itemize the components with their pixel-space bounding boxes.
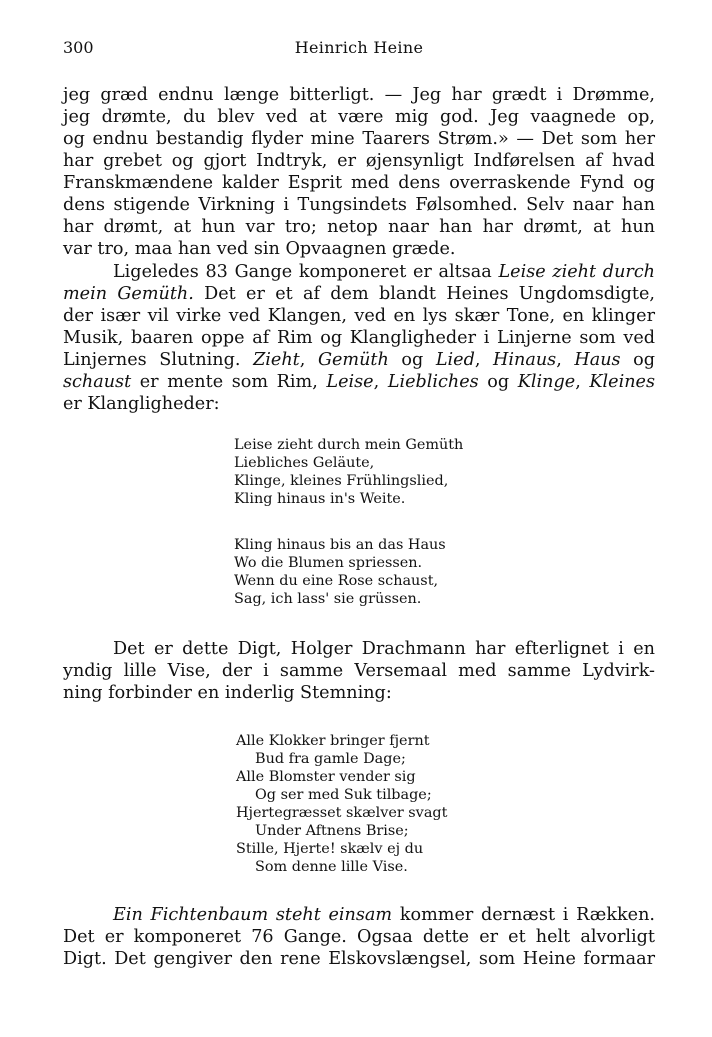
text-line: har drømt, at hun var tro; netop naar han har drømt, at hun <box>63 217 655 237</box>
poem-line: Leise zieht durch mein Gemüth <box>234 437 464 453</box>
text-run: Linjernes Slutning. <box>63 350 254 370</box>
italic-word: Gemüth <box>317 350 389 370</box>
italic-word: Kleines <box>589 372 655 392</box>
poem-line: Hjertegræsset skælver svagt <box>236 805 448 821</box>
text-run: er mente som Rim, <box>131 372 327 392</box>
italic-word: schaust <box>63 372 132 392</box>
poem-line: Stille, Hjerte! skælv ej du <box>236 841 424 857</box>
text-line: Det er komponeret 76 Gange. Ogsaa dette er et helt alvorligt <box>63 927 655 947</box>
poem-line: Klinge, kleines Frühlingslied, <box>234 473 449 489</box>
italic-word: Haus <box>574 350 621 370</box>
poem-line: Kling hinaus in's Weite. <box>234 491 406 507</box>
text-line: der især vil virke ved Klangen, ved en lys skær Tone, en klinger <box>63 306 655 326</box>
poem-line: Under Aftnens Brise; <box>255 823 409 839</box>
text-line: jeg græd endnu længe bitterligt. — Jeg har grædt i Drømme, <box>63 85 655 105</box>
italic-word: Lied <box>435 350 475 370</box>
poem-line: Sag, ich lass' sie grüssen. <box>234 591 422 607</box>
text-run: Det er et af dem blandt Heines Ungdomsdigte, <box>193 284 655 304</box>
poem-drachmann <box>236 732 447 876</box>
text-line: ning forbinder en inderlig Stemning: <box>63 683 392 703</box>
poem-line: Kling hinaus bis an das Haus <box>234 537 446 553</box>
poem-line: Som denne lille Vise. <box>255 859 408 875</box>
poem-line: Alle Blomster vender sig <box>236 769 416 785</box>
italic-word: Liebliches <box>387 372 479 392</box>
poem-stanza-2 <box>234 536 446 608</box>
poem-line: Og ser med Suk tilbage; <box>255 787 432 803</box>
text-line: yndig lille Vise, der i samme Versemaal med samme Lydvirk- <box>63 661 655 681</box>
text-line <box>63 283 655 305</box>
text-run: , <box>299 350 318 370</box>
text-run: og <box>620 350 656 370</box>
italic-word: Hinaus <box>493 350 557 370</box>
text-run: , <box>556 350 575 370</box>
italic-word: Leise <box>326 372 374 392</box>
poem-line: Liebliches Geläute, <box>234 455 375 471</box>
text-line: var tro, maa han ved sin Opvaagnen græde. <box>63 239 456 259</box>
text-run: , <box>474 350 494 370</box>
text-line: jeg drømte, du blev ved at være mig god. Jeg vaagnede op, <box>63 107 655 127</box>
poem-line: Bud fra gamle Dage; <box>255 751 406 767</box>
text-line: Det er dette Digt, Holger Drachmann har efterlignet i en <box>113 639 655 659</box>
text-run: kommer dernæst i Rækken. <box>392 905 655 925</box>
text-line: og endnu bestandig flyder mine Taarers Strøm.» — Det som her <box>63 129 655 149</box>
text-run: og <box>388 350 436 370</box>
poem-line: Wenn du eine Rose schaust, <box>234 573 439 589</box>
poem-title: Leise zieht durch <box>498 262 655 282</box>
text-line: er Klangligheder: <box>63 394 220 414</box>
page-number: 300 <box>63 38 94 57</box>
poem-title: Ein Fichtenbaum steht einsam <box>113 905 393 925</box>
poem-stanza-1 <box>234 436 463 508</box>
text-run: , <box>373 372 388 392</box>
text-run: og <box>478 372 518 392</box>
poem-line: Alle Klokker bringer fjernt <box>236 733 430 749</box>
italic-word: Zieht <box>253 350 300 370</box>
text-line: dens stigende Virkning i Tungsindets Følsomhed. Selv naar han <box>63 195 655 215</box>
text-line <box>63 904 655 926</box>
text-line: Digt. Det gengiver den rene Elskovslængsel, som Heine formaar <box>63 949 655 969</box>
italic-word: Klinge <box>517 372 576 392</box>
poem-line: Wo die Blumen spriessen. <box>234 555 423 571</box>
text-line <box>63 371 655 393</box>
text-line <box>63 261 655 283</box>
text-run: Ligeledes 83 Gange komponeret er altsaa <box>113 262 499 282</box>
text-line: har grebet og gjort Indtryk, er øjensynligt Indførelsen af hvad <box>63 151 655 171</box>
text-line <box>63 349 655 371</box>
text-run: , <box>575 372 590 392</box>
page-header <box>63 38 655 60</box>
poem-title: mein Gemüth. <box>63 284 194 304</box>
running-head: Heinrich Heine <box>294 38 424 57</box>
text-line: Musik, baaren oppe af Rim og Klangligheder i Linjerne som ved <box>63 328 655 348</box>
text-line: Franskmændene kalder Esprit med dens overraskende Fynd og <box>63 173 655 193</box>
